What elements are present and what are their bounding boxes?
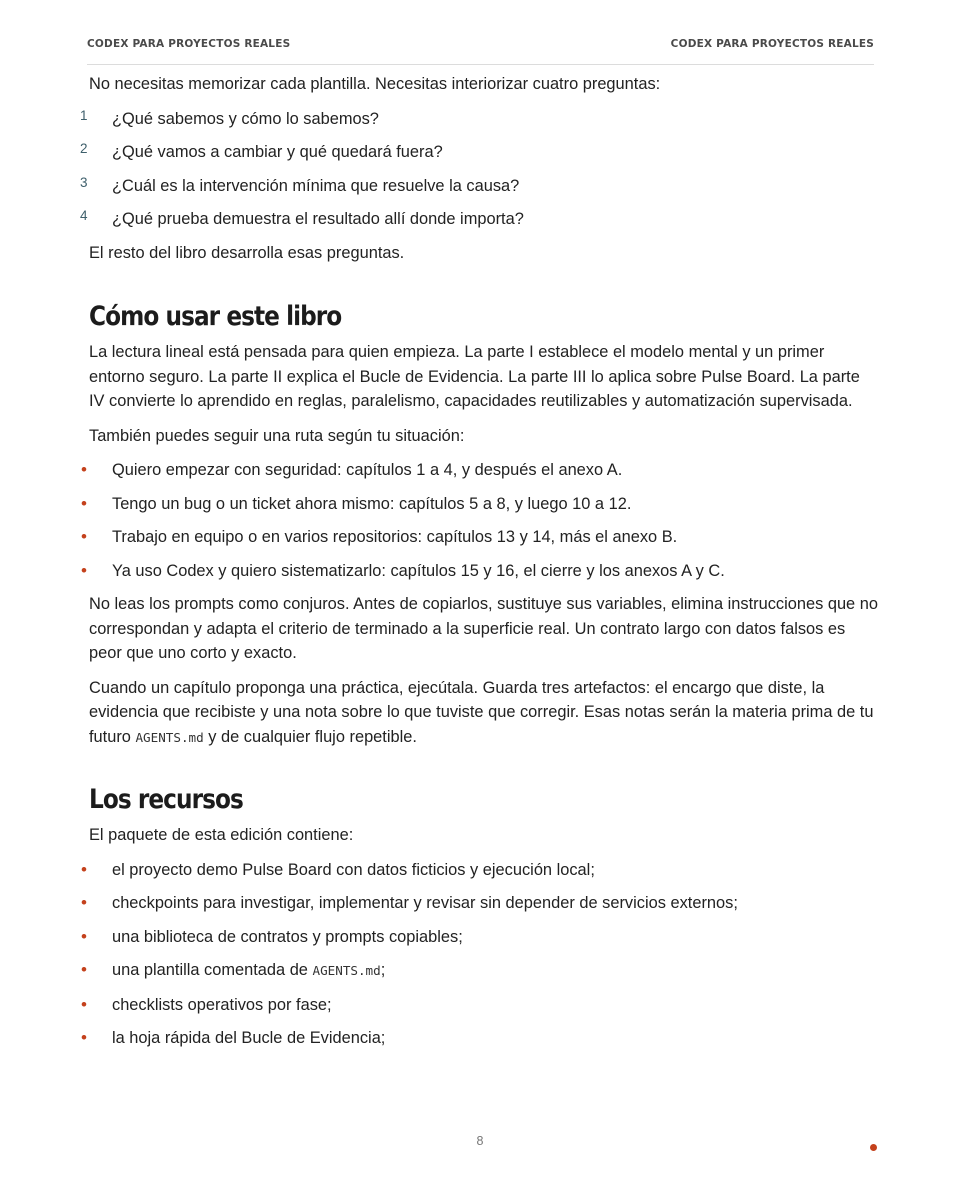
question-item <box>80 107 879 132</box>
bullet-icon: • <box>81 960 87 979</box>
routes-list <box>81 458 879 583</box>
page-content <box>80 72 879 1060</box>
agents-file-code: AGENTS.md <box>312 963 381 978</box>
usage-paragraph-4-start: Cuando un capítulo proponga una práctica, ejecútala. Guarda tres artefactos: el encargo que diste, la evidencia que recibiste y una nota sobre lo que tuviste que corregir. Esas notas serán la materia prima de tu futuro <box>89 678 874 746</box>
bullet-icon: • <box>81 1028 87 1047</box>
resources-intro: El paquete de esta edición contiene: <box>89 826 354 844</box>
usage-paragraph-4-end: y de cualquier flujo repetible. <box>203 727 417 746</box>
resource-text: una biblioteca de contratos y prompts copiables; <box>112 927 463 946</box>
resource-text: checklists operativos por fase; <box>112 995 332 1014</box>
route-item <box>81 458 879 483</box>
question-text: ¿Qué sabemos y cómo lo sabemos? <box>112 109 379 128</box>
question-number: 2 <box>80 141 88 156</box>
running-header-left: CODEX PARA PROYECTOS REALES <box>87 38 291 50</box>
resource-item <box>81 993 879 1018</box>
usage-paragraph-4 <box>89 676 879 751</box>
question-item <box>80 207 879 232</box>
bullet-icon: • <box>81 893 87 912</box>
question-number: 4 <box>80 208 88 223</box>
page-number: 8 <box>476 1134 484 1148</box>
section-heading-resources: Los recursos <box>89 784 243 815</box>
question-item <box>80 140 879 165</box>
after-questions-paragraph: El resto del libro desarrolla esas preguntas. <box>89 243 405 262</box>
resource-text: la hoja rápida del Bucle de Evidencia; <box>112 1029 386 1047</box>
resource-item <box>81 958 879 984</box>
bullet-icon: • <box>81 859 87 879</box>
resource-text: checkpoints para investigar, implementar y revisar sin depender de servicios externos; <box>112 894 738 912</box>
agents-file-code: AGENTS.md <box>135 729 204 745</box>
resources-list <box>81 858 879 1051</box>
route-item <box>81 525 879 550</box>
bullet-icon: • <box>81 527 87 546</box>
usage-paragraph-2: También puedes seguir una ruta según tu situación: <box>89 426 465 445</box>
resource-text: una plantilla comentada de <box>112 961 313 979</box>
question-text: ¿Cuál es la intervención mínima que resuelve la causa? <box>112 176 520 195</box>
resource-text: el proyecto demo Pulse Board con datos ficticios y ejecución local; <box>112 860 595 879</box>
section-heading-usage: Cómo usar este libro <box>89 301 342 332</box>
route-item <box>81 559 879 584</box>
usage-paragraph-3: No leas los prompts como conjuros. Antes de copiarlos, sustituye sus variables, elimina instrucciones que no correspondan y adapta el criterio de terminado a la superficie real. Un contrato largo con datos falsos es peor que uno corto y exacto. <box>89 595 878 662</box>
bullet-icon: • <box>81 560 87 580</box>
resource-item <box>81 858 879 883</box>
question-number: 3 <box>80 174 88 190</box>
resource-text-end: ; <box>380 961 386 979</box>
route-text: Ya uso Codex y quiero sistematizarlo: capítulos 15 y 16, el cierre y los anexos A y C. <box>112 561 725 580</box>
intro-paragraph: No necesitas memorizar cada plantilla. Necesitas interiorizar cuatro preguntas: <box>89 75 661 93</box>
questions-list <box>80 107 879 232</box>
question-text: ¿Qué prueba demuestra el resultado allí donde importa? <box>112 210 524 228</box>
resource-item <box>81 891 879 916</box>
question-item <box>80 174 879 199</box>
question-text: ¿Qué vamos a cambiar y qué quedará fuera? <box>112 143 443 161</box>
route-text: Trabajo en equipo o en varios repositorios: capítulos 13 y 14, más el anexo B. <box>112 528 678 546</box>
bullet-icon: • <box>81 926 87 946</box>
question-number: 1 <box>80 107 88 123</box>
resource-item <box>81 1026 879 1051</box>
running-header-right: CODEX PARA PROYECTOS REALES <box>670 38 874 50</box>
corner-dot-icon <box>870 1144 877 1151</box>
resource-item <box>81 925 879 950</box>
usage-paragraph-1: La lectura lineal está pensada para quien empieza. La parte I establece el modelo mental y un primer entorno seguro. La parte II explica el Bucle de Evidencia. La parte III lo aplica sobre Pulse Board. La parte IV convierte lo aprendido en reglas, paralelismo, capacidades reutilizables y automatización supervisada. <box>89 343 860 410</box>
bullet-icon: • <box>81 460 87 479</box>
route-text: Tengo un bug o un ticket ahora mismo: capítulos 5 a 8, y luego 10 a 12. <box>112 494 632 513</box>
bullet-icon: • <box>81 493 87 513</box>
route-text: Quiero empezar con seguridad: capítulos 1 a 4, y después el anexo A. <box>112 461 623 479</box>
route-item <box>81 492 879 517</box>
running-header <box>87 38 874 65</box>
bullet-icon: • <box>81 994 87 1014</box>
